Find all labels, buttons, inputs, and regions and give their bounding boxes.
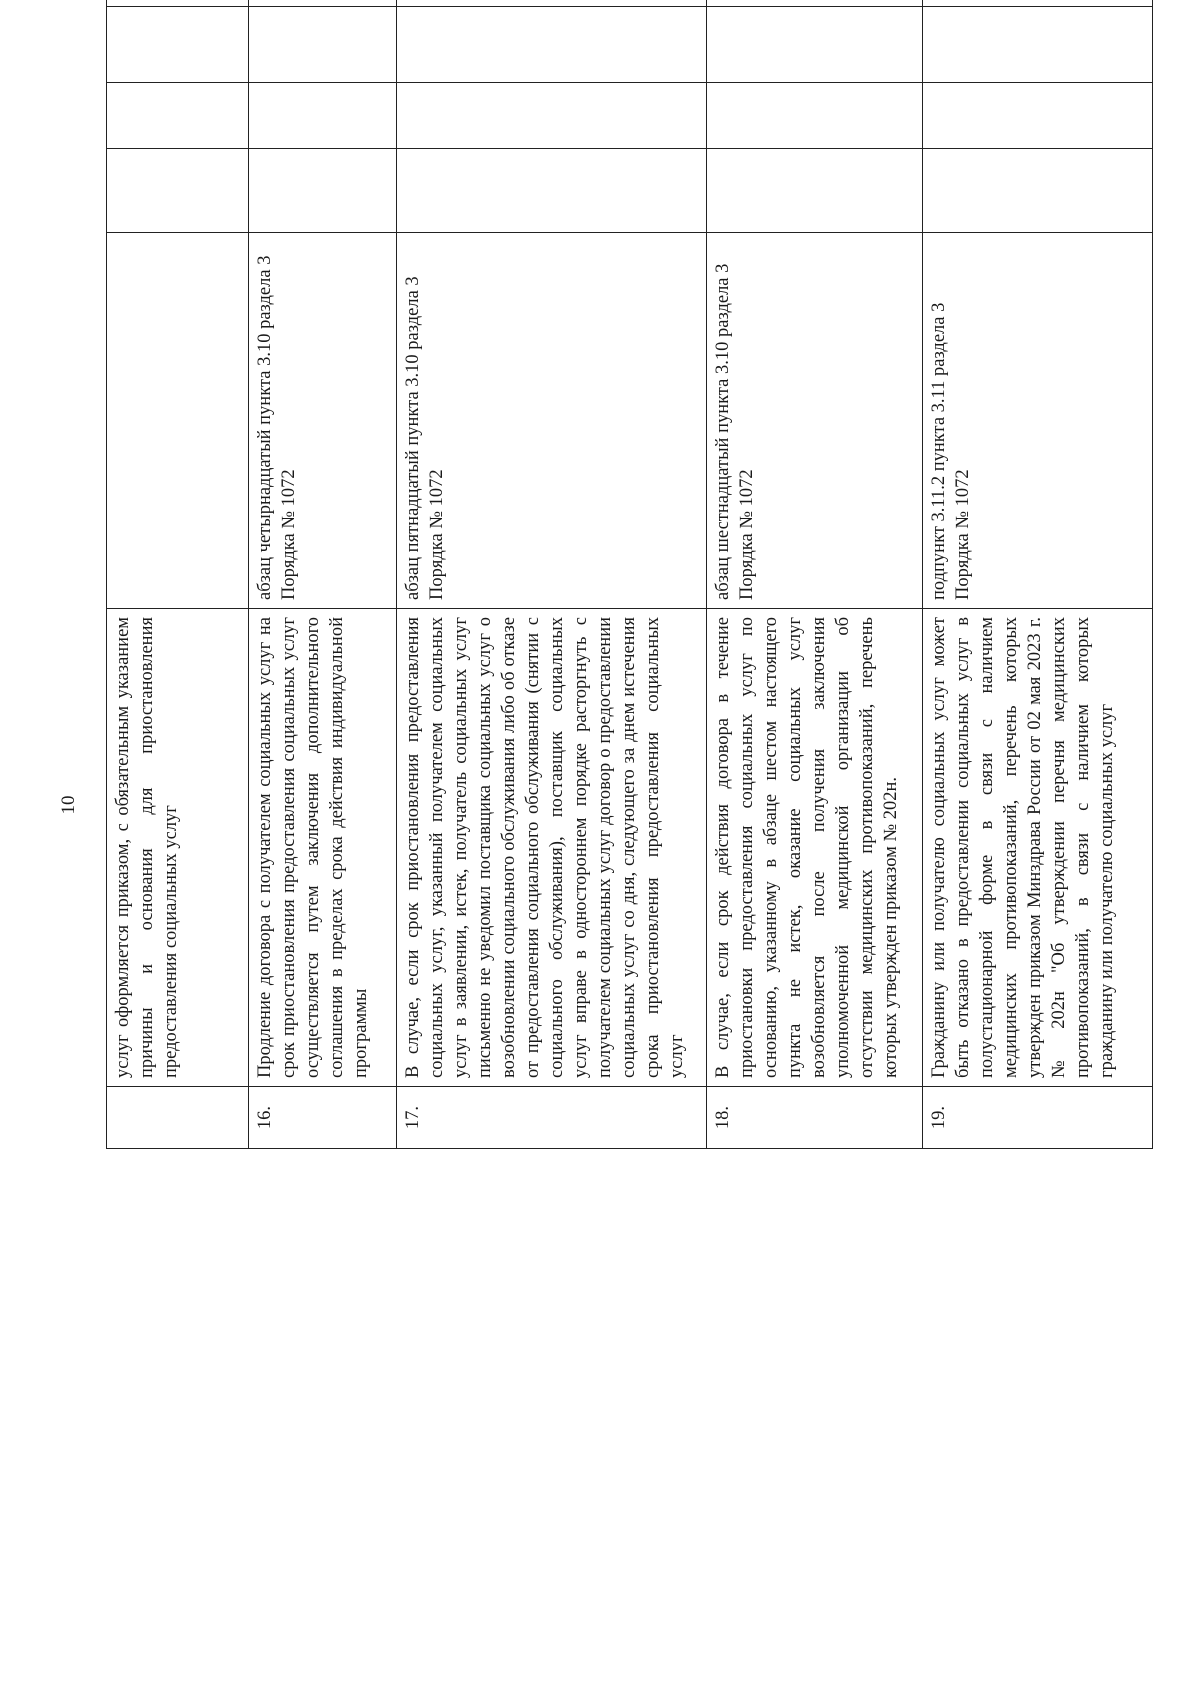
empty-cell — [923, 149, 1153, 233]
requirement-text: В случае, если срок действия договора в течение приостановки предоставления социальных услуг по основанию, указанному в абзаце шестом настоящего пункта не истек, оказание социальных услуг возобновляется после получения заключения уполномоченной медицинской организации об отсутствии медицинских противопоказаний, перечень которых утвержден приказом № 202н. — [707, 609, 923, 1087]
rotated-table-container — [106, 41, 1152, 1149]
row-number: 18. — [707, 1087, 923, 1149]
empty-cell — [707, 149, 923, 233]
row-number — [107, 1087, 249, 1149]
table-row — [923, 0, 1153, 1149]
empty-cell — [107, 7, 249, 83]
legal-reference — [107, 233, 249, 609]
empty-cell — [923, 0, 1153, 7]
empty-cell — [107, 0, 249, 7]
requirement-text: Продление договора с получателем социальных услуг на срок приостановления предоставления социальных услуг осуществляется путем заключения дополнительного соглашения в пределах срока действия индивидуальной программы — [249, 609, 397, 1087]
table-row — [397, 0, 707, 1149]
empty-cell — [707, 0, 923, 7]
requirement-text: услуг оформляется приказом, с обязательным указанием причины и основания для приостановления предоставления социальных услуг — [107, 609, 249, 1087]
empty-cell — [397, 7, 707, 83]
row-number: 17. — [397, 1087, 707, 1149]
empty-cell — [923, 7, 1153, 83]
empty-cell — [249, 149, 397, 233]
requirements-table — [106, 0, 1153, 1149]
empty-cell — [107, 83, 249, 149]
empty-cell — [397, 83, 707, 149]
row-number: 19. — [923, 1087, 1153, 1149]
table-row — [107, 0, 249, 1149]
empty-cell — [249, 0, 397, 7]
empty-cell — [249, 83, 397, 149]
empty-cell — [707, 7, 923, 83]
table-row — [707, 0, 923, 1149]
empty-cell — [923, 83, 1153, 149]
empty-cell — [397, 0, 707, 7]
empty-cell — [397, 149, 707, 233]
row-number: 16. — [249, 1087, 397, 1149]
empty-cell — [249, 7, 397, 83]
legal-reference: абзац четырнадцатый пункта 3.10 раздела 3 Порядка № 1072 — [249, 233, 397, 609]
requirement-text: Гражданину или получателю социальных услуг может быть отказано в предоставлении социальных услуг в полустационарной форме в связи с наличием медицинских противопоказаний, перечень которых утвержден приказом Минздрава России от 02 мая 2023 г. № 202н "Об утверждении перечня медицинских противопоказаний, в связи с наличием которых гражданину или получателю социальных услуг — [923, 609, 1153, 1087]
legal-reference: абзац шестнадцатый пункта 3.10 раздела 3 Порядка № 1072 — [707, 233, 923, 609]
empty-cell — [107, 149, 249, 233]
legal-reference: подпункт 3.11.2 пункта 3.11 раздела 3 Порядка № 1072 — [923, 233, 1153, 609]
empty-cell — [707, 83, 923, 149]
requirement-text: В случае, если срок приостановления предоставления социальных услуг, указанный получателем социальных услуг в заявлении, истек, получатель социальных услуг письменно не уведомил поставщика социальных услуг о возобновлении социального обслуживания либо об отказе от предоставления социального обслуживания (снятии с социального обслуживания), поставщик социальных услуг вправе в одностороннем порядке расторгнуть с получателем социальных услуг договор о предоставлении социальных услуг со дня, следующего за днем истечения срока приостановления предоставления социальных услуг — [397, 609, 707, 1087]
legal-reference: абзац пятнадцатый пункта 3.10 раздела 3 Порядка № 1072 — [397, 233, 707, 609]
table-row — [249, 0, 397, 1149]
page-number: 10 — [58, 795, 79, 815]
